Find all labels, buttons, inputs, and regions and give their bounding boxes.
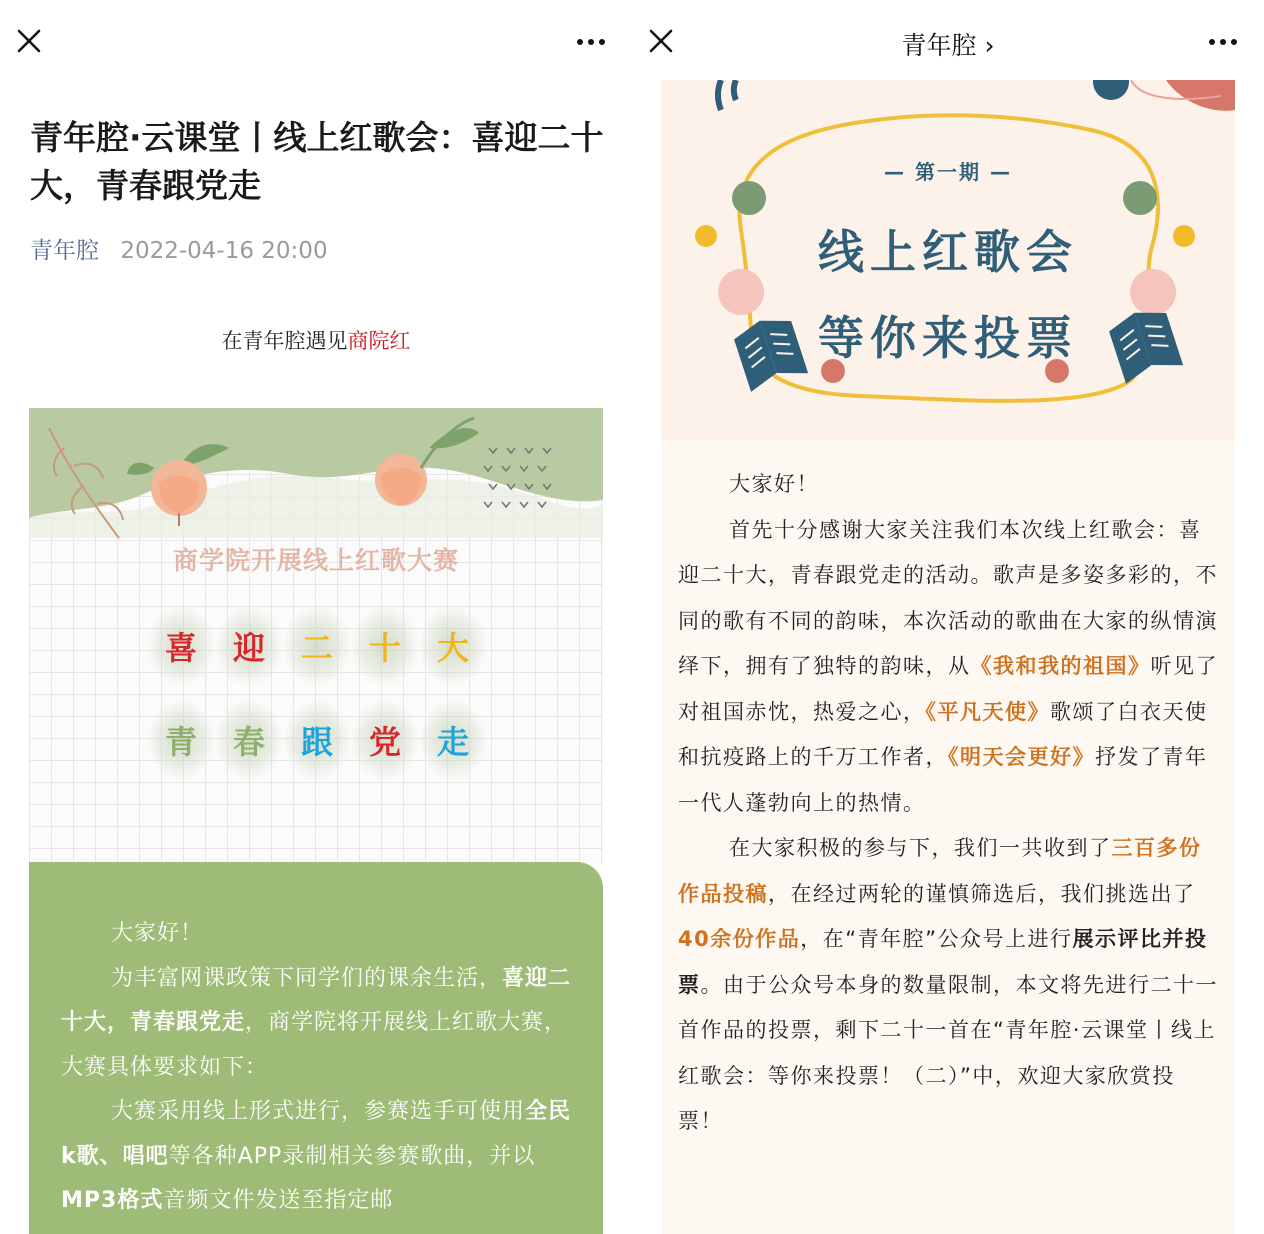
right-article-pane	[632, 0, 1264, 1234]
slogan-char: 跟	[283, 700, 351, 780]
more-icon[interactable]	[1208, 38, 1238, 46]
dot-green	[732, 181, 766, 215]
slogan-char: 二	[283, 606, 351, 686]
intro-bold: 全民k歌、唱吧	[61, 1099, 572, 1169]
publish-date: 2022-04-16 20:00	[120, 238, 328, 264]
vote-banner	[661, 80, 1235, 440]
account-name-link[interactable]: 青年腔	[30, 238, 99, 264]
slogan-row-1	[147, 606, 487, 686]
intro-text: 等各种APP录制相关参赛歌曲，并以	[168, 1143, 536, 1169]
intro-text: 大赛采用线上形式进行，参赛选手可使用	[111, 1099, 526, 1124]
dot-green	[1123, 181, 1157, 215]
intro-text: 为丰富网课政策下同学们的课余生活，	[111, 965, 503, 991]
corner-circle-blue	[1093, 80, 1129, 100]
body-paragraph-1	[678, 508, 1218, 827]
intro-paragraph-1	[61, 957, 573, 1091]
poster-headline: 商学院开展线上红歌大赛	[172, 546, 459, 575]
slogan-char: 走	[419, 700, 487, 780]
body-text: ，在“青年腔”公众号上进行	[800, 927, 1073, 951]
song-title: 《我和我的祖国》	[970, 654, 1151, 678]
intro-text: ，商学院将开展线上红歌大赛，大赛具体要求如下：	[61, 1010, 568, 1080]
issue-label: — 第一期 —	[884, 160, 1012, 184]
contest-intro-text	[61, 912, 573, 1224]
right-top-bar	[632, 0, 1264, 82]
intro-greeting: 大家好！	[111, 921, 204, 946]
intro-bold: MP3格式	[61, 1188, 164, 1213]
vote-article-text	[678, 462, 1218, 1145]
article-title: 青年腔·云课堂丨线上红歌会：喜迎二十大，青春跟党走	[30, 118, 604, 205]
slogan-char: 春	[215, 700, 283, 780]
close-icon[interactable]	[16, 28, 42, 54]
lead-highlight: 商院红	[347, 329, 411, 353]
account-title-link[interactable]: 青年腔 ›	[901, 31, 995, 60]
slogan-char: 大	[419, 606, 487, 686]
banner-title-line-2: 等你来投票	[818, 311, 1078, 365]
body-text: 听见了对祖国赤忱，热爱之心，	[678, 654, 1218, 724]
contest-poster	[29, 408, 603, 863]
body-text: 歌颂了白衣天使和抗疫路上的千万工作者，	[678, 699, 1208, 769]
article-meta	[30, 232, 328, 265]
lead-line	[0, 325, 632, 355]
wifi-arc-shape	[718, 80, 721, 110]
intro-bold: 喜迎二十大，青春跟党走	[61, 965, 572, 1035]
bold-text: 展示评比并投票	[678, 927, 1208, 997]
body-paragraph-2	[678, 826, 1218, 1145]
body-text: 首先十分感谢大家关注我们本次线上红歌会：喜迎二十大，青春跟党走的活动。歌声是多姿多彩的，不同的歌有不同的韵味，本次活动的歌曲在大家的纵情演绎下，拥有了独特的韵味，从	[678, 517, 1218, 678]
contest-intro-box	[29, 862, 603, 1234]
intro-text: 音频文件发送至指定邮	[163, 1188, 394, 1213]
intro-paragraph-2	[61, 1090, 573, 1224]
corner-blob-red	[1166, 80, 1235, 111]
slogan-row-2	[147, 700, 487, 780]
slogan-char: 党	[351, 700, 419, 780]
slogan-char: 喜	[147, 606, 215, 686]
slogan-char: 十	[351, 606, 419, 686]
left-top-bar	[0, 0, 632, 82]
body-text: 。由于公众号本身的数量限制，本文将先进行二十一首作品的投票，剩下二十一首在“青年腔·云课堂丨线上红歌会：等你来投票！（二）”中，欢迎大家欣赏投票！	[678, 972, 1218, 1133]
slogan-char: 青	[147, 700, 215, 780]
banner-title-line-1: 线上红歌会	[818, 225, 1078, 279]
more-icon[interactable]	[576, 38, 606, 46]
body-greeting: 大家好！	[729, 472, 819, 496]
body-text: ，在经过两轮的谨慎筛选后，我们挑选出了	[768, 881, 1196, 906]
highlight-text: 三百多份作品投稿	[678, 836, 1202, 906]
vote-article-body	[661, 440, 1235, 1234]
body-text: 抒发了青年一代人蓬勃向上的热情。	[678, 745, 1208, 815]
song-title: 《平凡天使》	[925, 699, 1050, 724]
lead-prefix: 在青年腔遇见	[221, 329, 348, 353]
slogan-char: 迎	[215, 606, 283, 686]
highlight-text: 40余份作品	[678, 927, 801, 951]
body-text: 在大家积极的参与下，我们一共收到了	[729, 836, 1112, 860]
song-title: 《明天会更好》	[948, 745, 1095, 769]
